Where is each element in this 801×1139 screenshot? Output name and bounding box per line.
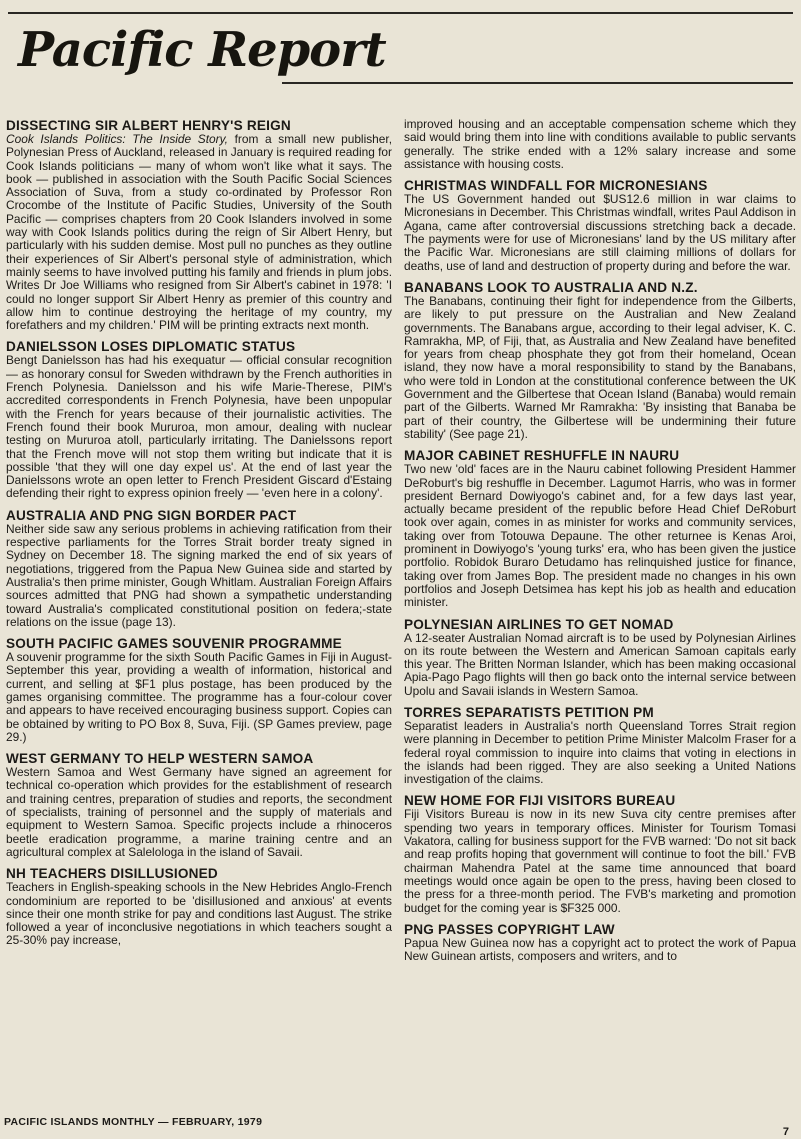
headline: AUSTRALIA AND PNG SIGN BORDER PACT: [6, 507, 297, 523]
article-west-germany: [6, 751, 392, 859]
article-body: The US Government handed out $US12.6 million in war claims to Micronesians in December. This Christmas windfall, writes Paul Addison in Agana, came after controversial discussions stretching back a decade. The payments were for use of Micronesians' land by the US military after the Pacific War. Micronesians are still claiming millions of dollars for deaths, use of land and destruction of property during and before the war.: [404, 192, 796, 273]
article-body: Fiji Visitors Bureau is now in its new Suva city centre premises after spending two years in temporary offices. Minister for Tourism Tomasi Vakatora, calling for business support for the FVB warned: 'Do not sit back and reap profits hoping that government will continue to foot the bill.' FVB chairman Mahendra Patel at the same time announced that board meetings would once again be open to the press, having been closed to the press for a three-month period. The FVB's marketing and promotion budget for the coming year is $F325 000.: [404, 807, 796, 915]
section-masthead: Pacific Report: [18, 22, 386, 78]
article-fiji-visitors: [404, 793, 796, 914]
article-body: Western Samoa and West Germany have signed an agreement for technical co-operation which provides for the establishment of research and training centres, preparation of studies and reports, the secondment of specialists, training of personnel and the supply of materials and equipment to Western Samoa. Specific projects include a rhinoceros beetle eradication programme, a marine training centre and an agricultural complex at Salelologa in the island of Savaii.: [6, 765, 392, 859]
article-albert-henry: [6, 118, 392, 332]
article-danielsson: [6, 339, 392, 500]
masthead-rule: [282, 82, 793, 84]
headline: DANIELSSON LOSES DIPLOMATIC STATUS: [6, 339, 296, 355]
headline: CHRISTMAS WINDFALL FOR MICRONESIANS: [404, 178, 708, 194]
article-body: Separatist leaders in Australia's north Queensland Torres Strait region were planning in December to petition Prime Minister Malcolm Fraser for a federal royal commission to inquire into claims that voting in elections in the islands had been rigged. They are also seeking a United Nations investigation of the claims.: [404, 718, 796, 787]
page-number: 7: [782, 1126, 789, 1138]
article-body: The Banabans, continuing their fight for independence from the Gilberts, are likely to put pressure on the Australian and New Zealand governments. The Banabans argue, according to their legal adviser, K. C. Ramrakha, MP, of Fiji, that, as Australia and New Zealand have benefited for years from cheap phosphate they got from their homeland, Ocean island, they now have a moral responsibility to stand by the Banabans, who were told in London at the constitutional conference between the UK Government and the Gilbertese that Ocean Island (Banaba) would remain part of the Gilberts. Warned Mr Ramrakha: 'By insisting that Banaba be part of their country, the Gilbertese will be undermining their future stability' (See page 21).: [404, 293, 796, 441]
article-copyright: [404, 922, 796, 964]
footer-publication: PACIFIC ISLANDS MONTHLY — FEBRUARY, 1979: [4, 1116, 263, 1128]
article-body: A 12-seater Australian Nomad aircraft is to be used by Polynesian Airlines on its route between the Western and American Samoan capitals early this year. The Britten Norman Islander, which has been making occasional Apia-Pago Pago flights will then go back onto the internal service between Upolu and Savaii islands in Western Samoa.: [404, 630, 796, 698]
headline: WEST GERMANY TO HELP WESTERN SAMOA: [6, 751, 314, 767]
headline: MAJOR CABINET RESHUFFLE IN NAURU: [404, 448, 680, 464]
article-text: from a small new publisher, Polynesian Press of Auckland, released in January is required reading for Cook Islands politicians — many of whom won't like what it says. The book — published in association with the South Pacific Social Sciences Association of Suva, from a study co-ordinated by Professor Ron Crocombe of the Institute of Pacific Studies, University of the South Pacific — comprises chapters from 20 Cook Islanders involved in some way with Cook Islands politics during the reign of Sir Albert Henry, but particularly with his sudden demise. Most pull no punches as they outline their experiences of Sir Albert's personal style of administration, which mainly seems to have involved putting his family and friends in plum jobs. Writes Dr Joe Williams who resigned from Sir Albert's cabinet in 1978: 'I could no longer support Sir Albert Henry as premier of this country and allow him to continue destroying the heritage of my country, my forefathers and my children.' PIM will be printing extracts next month.: [6, 132, 393, 333]
top-rule: [8, 12, 793, 14]
article-body: Bengt Danielsson has had his exequatur — official consular recognition — as honorary consul for Sweden withdrawn by the French authorities in French Polynesia. Danielsson and his wife Marie-Therese, PIM's accredited correspondents in French Polynesia, have been unpopular with the French for years because of their journalistic activities. The French found their book Mururoa, mon amour, dealing with nuclear testing on Mururoa atoll, particularly irritating. The Danielssons report that the French move will not stop them writing but indicate that it is possible 'that they will one day expel us'. At the end of last year the Danielssons wrote an open letter to French President Giscard d'Estaing defending their right to express opinion freely — 'even here in a colony'.: [6, 353, 392, 501]
article-body: [6, 133, 392, 332]
article-body: improved housing and an acceptable compensation scheme which they said would bring them into line with conditions available to public servants generally. The strike ended with a 12% salary increase and some assistance with housing costs.: [404, 117, 796, 171]
article-continuation: [404, 118, 796, 171]
headline: TORRES SEPARATISTS PETITION PM: [404, 704, 654, 720]
article-banabans: [404, 280, 796, 441]
headline: NEW HOME FOR FIJI VISITORS BUREAU: [404, 793, 676, 809]
headline: DISSECTING SIR ALBERT HENRY'S REIGN: [6, 118, 291, 133]
headline: SOUTH PACIFIC GAMES SOUVENIR PROGRAMME: [6, 636, 342, 652]
article-body: A souvenir programme for the sixth South Pacific Games in Fiji in August-September this year, providing a wealth of information, historical and current, and selling at $F1 plus postage, has been produced by the games organising committee. The programme has a four-colour cover and appears to have received encouraging business support. Copies can be obtained by writing to PO Box 8, Suva, Fiji. (SP Games preview, page 29.): [6, 650, 392, 744]
right-column: [404, 118, 796, 970]
article-border-pact: [6, 508, 392, 629]
left-column: [6, 118, 392, 955]
headline: PNG PASSES COPYRIGHT LAW: [404, 921, 615, 937]
article-nauru: [404, 448, 796, 609]
article-nh-teachers: [6, 866, 392, 947]
article-body: Papua New Guinea now has a copyright act to protect the work of Papua New Guinean artists, composers and writers, and to: [404, 935, 796, 964]
article-body: Neither side saw any serious problems in achieving ratification from their respective parliaments for the Torres Strait border treaty signed in Sydney on December 18. The signing marked the end of six years of negotiations, triggered from the Papua New Guinea side and started by Australia's then prime minister, Gough Whitlam. Australian Foreign Affairs sources admitted that PNG had shown a sympathetic understanding toward Australia's complicated constitutional position on federa;-state relations on the issue (page 13).: [6, 521, 392, 629]
headline: NH TEACHERS DISILLUSIONED: [6, 866, 218, 882]
article-games-programme: [6, 636, 392, 744]
article-body: Two new 'old' faces are in the Nauru cabinet following President Hammer DeRoburt's big reshuffle in December. Lagumot Harris, who was in former president Bernard Dowiyogo's cabinet and, for a few days last year, actually became president of the republic before Head Chief DeRoburt took over again, comes in as minister for works and community services, taking over from Totouwa Depaune. The other returnee is Kenas Aroi, prominent in Dowiyogo's 'young turks' era, who has been given the justice portfolio. Robidok Buraro Detudamo has relinquished justice for finance, taking over from James Bop. The president made no changes in his own portfolios and Joseph Detsimea has kept his job as health and education minister.: [404, 462, 796, 610]
book-title: Cook Islands Politics: The Inside Story,: [6, 132, 228, 146]
article-torres: [404, 705, 796, 786]
article-micronesians: [404, 178, 796, 273]
article-body: Teachers in English-speaking schools in the New Hebrides Anglo-French condominium are reported to be 'disillusioned and anxious' at events since their one month strike for pay and conditions last August. The strike followed a year of inconclusive negotiations in which teachers sought a 25-30% pay increase,: [6, 880, 392, 948]
headline: BANABANS LOOK TO AUSTRALIA AND N.Z.: [404, 279, 698, 295]
headline: POLYNESIAN AIRLINES TO GET NOMAD: [404, 616, 674, 632]
article-polynesian-airlines: [404, 617, 796, 698]
